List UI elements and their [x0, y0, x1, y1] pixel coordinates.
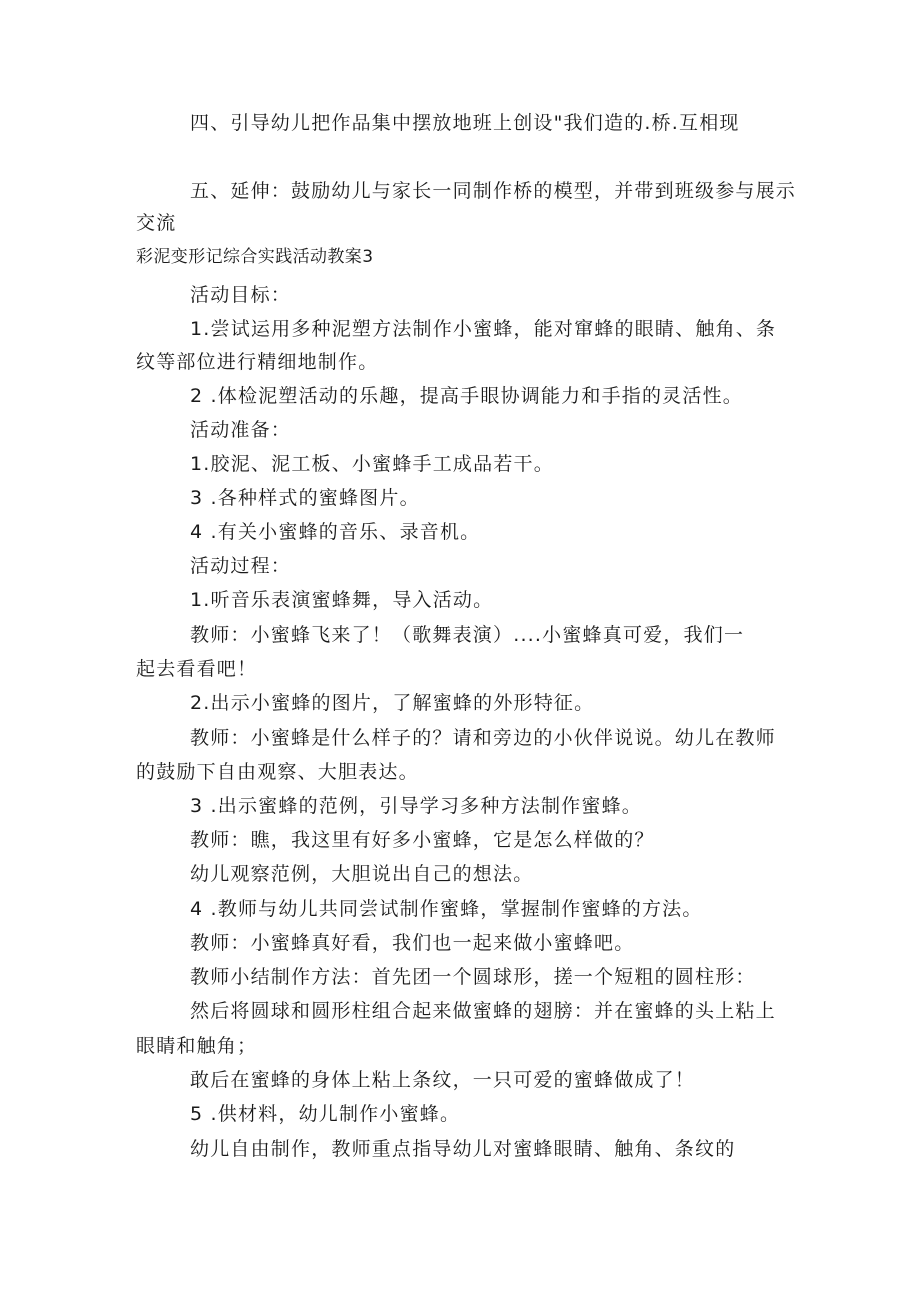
teacher-line-4: 教师：小蜜蜂真好看，我们也一起来做小蜜蜂吧。	[190, 932, 635, 954]
method-summary-line-2-cont: 眼睛和触角；	[136, 1035, 258, 1057]
paragraph-step-five: 五、延伸：鼓励幼儿与家长一同制作桥的模型，并带到班级参与展示	[190, 180, 797, 202]
heading-goals: 活动目标：	[190, 284, 292, 306]
teacher-line-2-cont: 的鼓励下自由观察、大胆表达。	[136, 761, 419, 783]
prep-item-1: 1.胶泥、泥工板、小蜜蜂手工成品若干。	[190, 453, 554, 475]
process-step-4: 4 .教师与幼儿共同尝试制作蜜蜂，掌握制作蜜蜂的方法。	[190, 898, 703, 920]
heading-process: 活动过程：	[190, 555, 292, 577]
prep-item-4: 4 .有关小蜜蜂的音乐、录音机。	[190, 521, 481, 543]
goal-item-1-cont: 纹等部位进行精细地制作。	[136, 351, 379, 373]
free-making-line: 幼儿自由制作，教师重点指导幼儿对蜜蜂眼睛、触角、条纹的	[190, 1138, 736, 1160]
paragraph-step-five-cont: 交流	[136, 212, 177, 234]
process-step-2: 2.出示小蜜蜂的图片，了解蜜蜂的外形特征。	[190, 692, 595, 714]
goal-item-2: 2 .体检泥塑活动的乐趣，提高手眼协调能力和手指的灵活性。	[190, 385, 743, 407]
heading-preparation: 活动准备：	[190, 419, 292, 441]
method-summary-line-3: 敢后在蜜蜂的身体上粘上条纹，一只可爱的蜜蜂做成了！	[190, 1069, 696, 1091]
goal-item-1: 1.尝试运用多种泥塑方法制作小蜜蜂，能对窜蜂的眼睛、触角、条	[190, 318, 777, 340]
teacher-line-3: 教师：瞧，我这里有好多小蜜蜂，它是怎么样做的？	[190, 829, 655, 851]
process-step-3: 3 .出示蜜蜂的范例，引导学习多种方法制作蜜蜂。	[190, 795, 642, 817]
process-step-5: 5 .供材料，幼儿制作小蜜蜂。	[190, 1103, 461, 1125]
prep-item-3: 3 .各种样式的蜜蜂图片。	[190, 487, 420, 509]
paragraph-step-four: 四、引导幼儿把作品集中摆放地班上创设"我们造的.桥.互相现	[190, 112, 740, 134]
method-summary-line-1: 教师小结制作方法：首先团一个圆球形，搓一个短粗的圆柱形：	[190, 966, 756, 988]
section-title: 彩泥变形记综合实践活动教案3	[136, 247, 374, 267]
child-observe-line: 幼儿观察范例，大胆说出自己的想法。	[190, 863, 534, 885]
process-step-1: 1.听音乐表演蜜蜂舞，导入活动。	[190, 589, 494, 611]
teacher-line-2: 教师：小蜜蜂是什么样子的？请和旁边的小伙伴说说。幼儿在教师	[190, 727, 776, 749]
teacher-line-1-cont: 起去看看吧！	[136, 658, 258, 680]
teacher-line-1: 教师：小蜜蜂飞来了！（歌舞表演）....小蜜蜂真可爱，我们一	[190, 624, 745, 646]
method-summary-line-2: 然后将圆球和圆形柱组合起来做蜜蜂的翅膀：并在蜜蜂的头上粘上	[190, 1000, 776, 1022]
